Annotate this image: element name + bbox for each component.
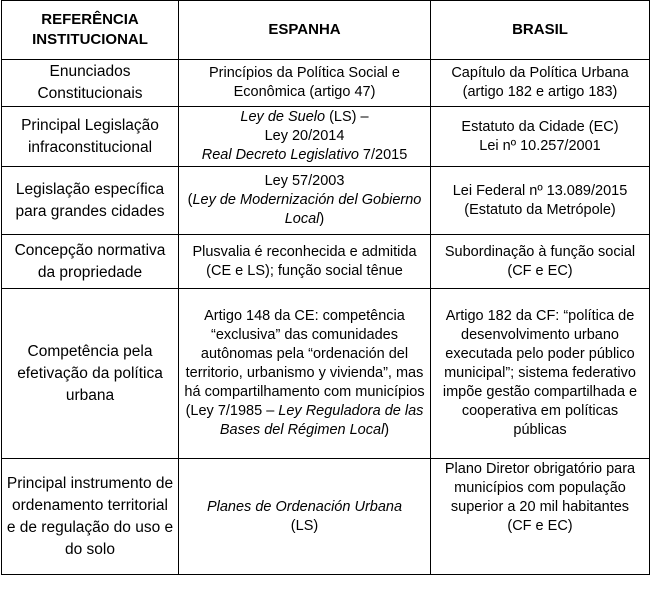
brazil-cell <box>431 107 650 167</box>
spain-cell <box>179 459 431 575</box>
spain-cell: Princípios da Política Social e Econômica (artigo 47) <box>179 60 431 107</box>
row-label: Enunciados Constitucionais <box>2 60 179 107</box>
spain-cell <box>179 289 431 459</box>
row-label: Concepção normativa da propriedade <box>2 235 179 289</box>
table-row <box>2 289 650 459</box>
spain-cell: Plusvalia é reconhecida e admitida (CE e LS); função social tênue <box>179 235 431 289</box>
spain-decree-title: Real Decreto Legislativo <box>201 147 359 163</box>
brazil-statute: Estatuto da Cidade (EC) <box>461 118 619 135</box>
brazil-plan-source: (CF e EC) <box>507 518 573 534</box>
brazil-cell: Subordinação à função social (CF e EC) <box>431 235 650 289</box>
table-row <box>2 167 650 235</box>
spain-plan-title: Planes de Ordenación Urbana <box>206 498 403 515</box>
spain-cell <box>179 167 431 235</box>
row-label: Principal instrumento de ordenamento territorial e de regulação do uso e do solo <box>2 459 179 575</box>
brazil-law-number: Lei Federal nº 13.089/2015 <box>452 182 628 199</box>
spain-decree-number: 7/2015 <box>358 147 408 163</box>
spain-law-title: Ley Reguladora de las Bases del Régimen Local <box>219 403 424 438</box>
spain-law-number: Ley 57/2003 <box>264 173 345 189</box>
brazil-law-number: Lei nº 10.257/2001 <box>479 137 601 154</box>
spain-competence-text: Artigo 148 da CE: competência “exclusiva” das comunidades autônomas pela “ordenación del territorio, urbanismo y vivienda”, mas há compartilhamento com municípios (Ley 7/1985 – <box>184 308 425 419</box>
brazil-cell <box>431 167 650 235</box>
header-row <box>2 1 650 60</box>
header-reference: REFERÊNCIA INSTITUCIONAL <box>2 1 179 60</box>
spain-plan-source: (LS) <box>290 517 319 534</box>
brazil-statute: (Estatuto da Metrópole) <box>464 201 616 218</box>
spain-law-suffix: (LS) – <box>325 109 369 125</box>
brazil-cell: Capítulo da Política Urbana (artigo 182 e artigo 183) <box>431 60 650 107</box>
row-label: Competência pela efetivação da política urbana <box>2 289 179 459</box>
table-row <box>2 235 650 289</box>
spain-law-title: Ley de Suelo <box>240 109 326 125</box>
spain-cell <box>179 107 431 167</box>
spain-paren-open: ( <box>187 192 193 208</box>
brazil-cell <box>431 459 650 575</box>
row-label: Legislação específica para grandes cidades <box>2 167 179 235</box>
table-row <box>2 107 650 167</box>
table-row <box>2 459 650 575</box>
spain-law-title: Ley de Modernización del Gobierno Local <box>192 192 422 227</box>
spain-paren-close: ) <box>384 422 390 438</box>
table-row <box>2 60 650 107</box>
brazil-plan-text: Plano Diretor obrigatório para municípios com população superior a 20 mil habitantes <box>444 461 636 515</box>
comparison-table <box>1 0 650 575</box>
spain-paren-close: ) <box>319 211 325 227</box>
row-label: Principal Legislação infraconstitucional <box>2 107 179 167</box>
brazil-cell: Artigo 182 da CF: “política de desenvolvimento urbano executada pelo poder público municipal”; sistema federativo impõe gestão compartilhada e cooperativa em políticas públicas <box>431 289 650 459</box>
spain-law-number: Ley 20/2014 <box>264 128 345 144</box>
header-spain: ESPANHA <box>179 1 431 60</box>
header-brazil: BRASIL <box>431 1 650 60</box>
